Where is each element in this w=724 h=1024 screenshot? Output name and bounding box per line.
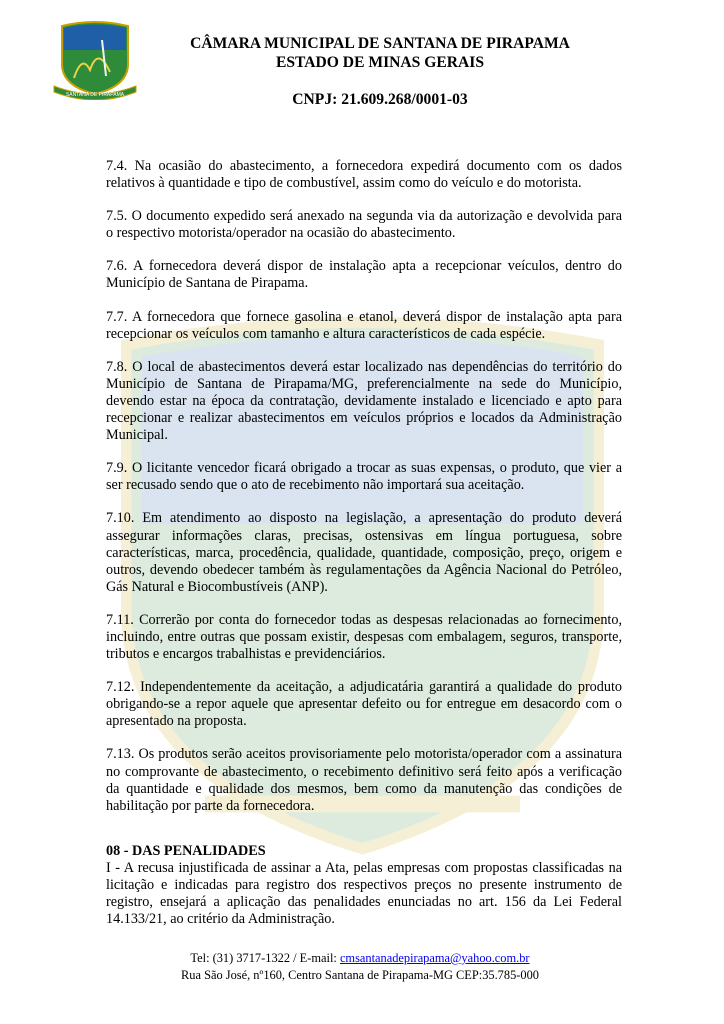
document-body (106, 158, 622, 928)
footer-phone: Tel: (31) 3717-1322 / E-mail: (190, 951, 340, 965)
document-header (145, 34, 615, 109)
document-footer (110, 950, 610, 984)
cnpj-number: CNPJ: 21.609.268/0001-03 (292, 91, 468, 108)
clause-7-12: 7.12. Independentemente da aceitação, a adjudicatária garantirá a qualidade do produto obrigando-se a repor aquele que apresentar defeito ou for entregue em desacordo com o apresentado na proposta. (106, 679, 622, 730)
crest-banner-text: SANTANA DE PIRAPAMA (65, 92, 125, 98)
clause-7-11: 7.11. Correrão por conta do fornecedor todas as despesas relacionadas ao fornecimento, incluindo, entre outras que possam existir, despesas com embalagem, seguros, transporte, tributos e encargos trabalhistas e previdenciários. (106, 611, 622, 663)
footer-email-link[interactable]: cmsantanadepirapama@yahoo.com.br (339, 951, 530, 965)
penalty-item-1: I - A recusa injustificada de assinar a Ata, pelas empresas com propostas classificadas na licitação e indicadas para registro dos respectivos preços no presente instrumento de registro, ensejará a aplicação das penalidades enunciadas no art. 156 da Lei Federal 14.133/21, ao critério da Administração. (106, 859, 622, 928)
footer-address: Rua São José, nº160, Centro Santana de Pirapama-MG CEP:35.785-000 (181, 968, 539, 982)
section-title-penalidades: 08 - DAS PENALIDADES (106, 842, 266, 859)
clause-7-4: 7.4. Na ocasião do abastecimento, a fornecedora expedirá documento com os dados relativos à quantidade e tipo de combustível, assim como do veículo e do motorista. (106, 158, 622, 192)
clause-7-9: 7.9. O licitante vencedor ficará obrigado a trocar as suas expensas, o produto, que vier a ser recusado sendo que o ato de recebimento não importará sua aceitação. (106, 460, 622, 494)
clause-7-6: 7.6. A fornecedora deverá dispor de instalação apta a recepcionar veículos, dentro do Município de Santana de Pirapama. (106, 258, 622, 292)
clause-7-5: 7.5. O documento expedido será anexado na segunda via da autorização e devolvida para o respectivo motorista/operador na ocasião do abastecimento. (106, 208, 622, 242)
state-name: ESTADO DE MINAS GERAIS (275, 54, 485, 71)
clause-7-8: 7.8. O local de abastecimentos deverá estar localizado nas dependências do território do Município de Santana de Pirapama/MG, preferencialmente na sede do Município, devendo estar na época da contratação, devidamente instalado e licenciado e apto para recepcionar e realizar abastecimentos em veículos próprios e locados da Administração Municipal. (106, 358, 622, 444)
municipal-crest-logo (52, 20, 138, 100)
clause-7-7: 7.7. A fornecedora que fornece gasolina e etanol, deverá dispor de instalação apta para recepcionar os veículos com tamanho e altura característicos de cada espécie. (106, 308, 622, 342)
chamber-name: CÂMARA MUNICIPAL DE SANTANA DE PIRAPAMA (190, 35, 570, 52)
clause-7-10: 7.10. Em atendimento ao disposto na legislação, a apresentação do produto deverá assegurar informações claras, precisas, ostensivas em língua portuguesa, sobre características, marca, procedência, qualidade, quantidade, composição, preço, origem e outros, devendo obedecer também às regulamentações da Agência Nacional do Petróleo, Gás Natural e Biocombustíveis (ANP). (106, 510, 622, 595)
footer-contact-line (110, 950, 610, 967)
clause-7-13: 7.13. Os produtos serão aceitos provisoriamente pelo motorista/operador com a assinatura no comprovante de abastecimento, o recebimento definitivo será feito após a verificação da quantidade e qualidade dos mesmos, bem como da manutenção das condições de habilitação por parte da fornecedora. (106, 746, 622, 814)
